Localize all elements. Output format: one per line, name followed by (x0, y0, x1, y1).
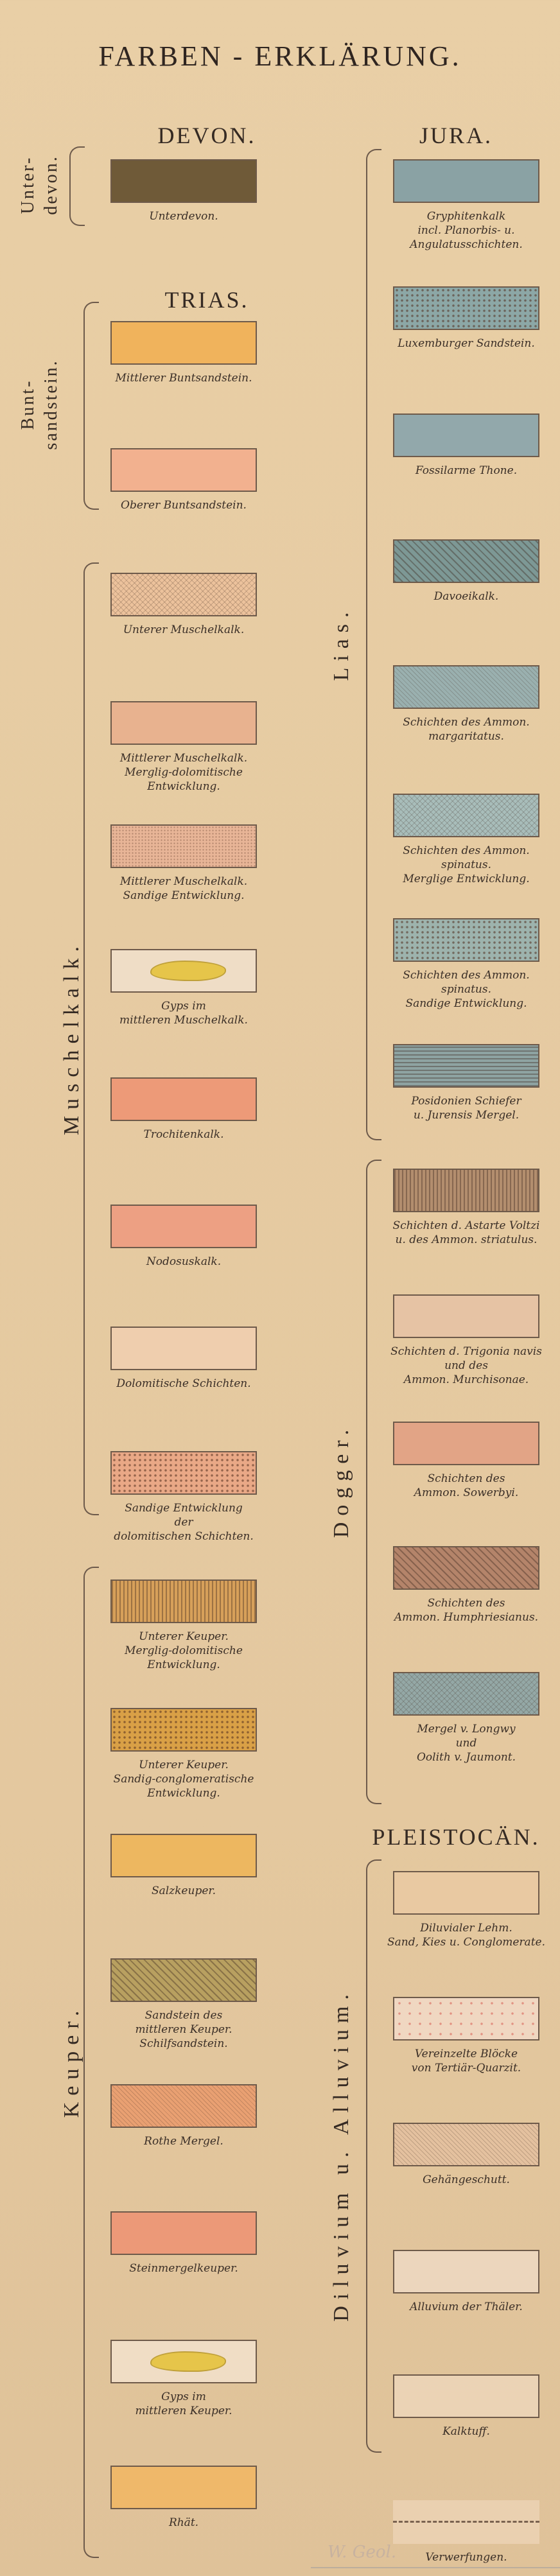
label-muschelkalk-6: Dolomitische Schichten. (116, 1377, 251, 1390)
label-muschelkalk-7: Sandige Entwicklung der dolomitischen Schichten. (114, 1502, 254, 1543)
label-keuper-4: Rothe Mergel. (144, 2135, 223, 2148)
swatch-lias-7 (393, 1044, 539, 1088)
group-label-buntsandstein-line: sandstein. (41, 359, 61, 450)
swatch-keuper-7 (110, 2466, 257, 2509)
group-label-unterdevon (17, 155, 63, 214)
label-lias-5: Schichten des Ammon. spinatus. Merglige Entwicklung. (403, 844, 530, 885)
label-lias-0: Gryphitenkalk incl. Planorbis- u. Angulatusschichten. (410, 210, 523, 251)
bottom-rule (311, 2567, 560, 2568)
legend-title: FARBEN - ERKLÄRUNG. (98, 40, 462, 72)
brace-keuper (83, 1567, 99, 2558)
swatch-pleistocaen-1 (393, 1997, 539, 2041)
swatch-keuper-5 (110, 2211, 257, 2255)
label-muschelkalk-2: Mittlerer Muschelkalk. Sandige Entwicklung. (119, 875, 248, 902)
group-label-dogger-line: Dogger. (329, 1423, 353, 1538)
label-pleistocaen-5: Verwerfungen. (425, 2551, 507, 2564)
label-pleistocaen-0: Diluvialer Lehm. Sand, Kies u. Conglomerate. (387, 1922, 545, 1949)
swatch-keuper-2 (110, 1834, 257, 1877)
swatch-pleistocaen-0 (393, 1871, 539, 1915)
group-label-buntsandstein-line: Bunt- (18, 379, 38, 430)
group-label-buntsandstein (17, 359, 63, 449)
group-label-muschelkalk-line: Muschelkalk. (60, 939, 83, 1136)
swatch-muschelkalk-7 (110, 1451, 257, 1495)
label-devon-0: Unterdevon. (149, 210, 218, 223)
group-label-keuper-line: Keuper. (60, 2004, 83, 2118)
swatch-dogger-1 (393, 1294, 539, 1338)
swatch-pleistocaen-2 (393, 2123, 539, 2166)
label-pleistocaen-2: Gehängeschutt. (423, 2173, 510, 2186)
group-label-diluvium-alluvium (330, 1988, 353, 2322)
brace-diluvium-alluvium (366, 1859, 381, 2453)
label-lias-7: Posidonien Schiefer u. Jurensis Mergel. (411, 1095, 521, 1122)
fault-line-icon (393, 2521, 539, 2523)
group-label-unterdevon-line: Unter- (18, 155, 38, 214)
group-label-lias-line: Lias. (329, 605, 353, 681)
swatch-muschelkalk-0 (110, 573, 257, 616)
section-header-devon: DEVON. (157, 123, 256, 148)
label-keuper-0: Unterer Keuper. Merglig-dolomitische Entwicklung. (125, 1630, 243, 1671)
section-header-jura: JURA. (419, 123, 493, 148)
swatch-keuper-3 (110, 1958, 257, 2002)
label-keuper-7: Rhät. (168, 2516, 199, 2529)
label-pleistocaen-4: Kalktuff. (442, 2425, 490, 2438)
swatch-keuper-6 (110, 2340, 257, 2383)
swatch-pleistocaen-3 (393, 2250, 539, 2293)
brace-dogger (366, 1160, 381, 1804)
section-header-pleistocaen: PLEISTOCÄN. (372, 1824, 540, 1850)
brace-muschelkalk (83, 562, 99, 1515)
swatch-lias-5 (393, 794, 539, 837)
label-lias-6: Schichten des Ammon. spinatus. Sandige Entwicklung. (403, 969, 530, 1010)
label-muschelkalk-3: Gyps im mittleren Muschelkalk. (119, 1000, 248, 1027)
label-lias-3: Davoeikalk. (433, 590, 499, 603)
label-dogger-2: Schichten des Ammon. Sowerbyi. (414, 1472, 519, 1499)
label-lias-2: Fossilarme Thone. (415, 464, 518, 477)
swatch-lias-0 (393, 159, 539, 203)
label-dogger-3: Schichten des Ammon. Humphriesianus. (394, 1597, 539, 1624)
label-keuper-2: Salzkeuper. (151, 1884, 216, 1897)
group-label-dogger (330, 1423, 353, 1538)
group-label-keuper (60, 2005, 83, 2118)
label-muschelkalk-1: Mittlerer Muschelkalk. Merglig-dolomitische Entwicklung. (119, 752, 248, 793)
swatch-muschelkalk-1 (110, 701, 257, 745)
group-label-diluvium-alluvium-line: Diluvium u. Alluvium. (329, 1988, 353, 2322)
swatch-muschelkalk-5 (110, 1205, 257, 1248)
swatch-devon-0 (110, 159, 257, 203)
label-buntsandstein-1: Oberer Buntsandstein. (121, 499, 247, 512)
label-keuper-6: Gyps im mittleren Keuper. (135, 2390, 232, 2417)
swatch-dogger-4 (393, 1672, 539, 1716)
swatch-muschelkalk-6 (110, 1327, 257, 1370)
label-dogger-1: Schichten d. Trigonia navis und des Ammon. Murchisonae. (390, 1345, 542, 1386)
swatch-dogger-0 (393, 1169, 539, 1212)
label-dogger-4: Mergel v. Longwy und Oolith v. Jaumont. (416, 1723, 516, 1764)
swatch-lias-2 (393, 413, 539, 457)
label-keuper-5: Steinmergelkeuper. (129, 2262, 238, 2275)
swatch-keuper-1 (110, 1708, 257, 1752)
library-stamp: W. Geol. (328, 2543, 397, 2562)
section-header-trias: TRIAS. (164, 287, 249, 313)
swatch-lias-4 (393, 665, 539, 709)
gypsum-blob-icon (150, 2351, 226, 2372)
brace-unterdevon (69, 146, 85, 226)
group-label-muschelkalk (60, 940, 83, 1135)
label-muschelkalk-5: Nodosuskalk. (146, 1255, 222, 1268)
label-keuper-1: Unterer Keuper. Sandig-conglomeratische Entwicklung. (113, 1759, 254, 1800)
swatch-pleistocaen-5 (393, 2500, 539, 2544)
label-dogger-0: Schichten d. Astarte Voltzi u. des Ammon. striatulus. (392, 1219, 540, 1246)
group-label-lias (330, 605, 353, 681)
label-buntsandstein-0: Mittlerer Buntsandstein. (115, 372, 252, 385)
label-lias-4: Schichten des Ammon. margaritatus. (403, 716, 530, 743)
group-label-unterdevon-line: devon. (41, 155, 61, 215)
brace-lias (366, 149, 381, 1140)
swatch-dogger-3 (393, 1546, 539, 1590)
label-pleistocaen-3: Alluvium der Thäler. (410, 2301, 523, 2313)
swatch-muschelkalk-2 (110, 824, 257, 868)
swatch-lias-6 (393, 918, 539, 962)
swatch-buntsandstein-0 (110, 321, 257, 365)
swatch-dogger-2 (393, 1422, 539, 1465)
swatch-keuper-0 (110, 1580, 257, 1623)
swatch-lias-3 (393, 539, 539, 583)
label-muschelkalk-4: Trochitenkalk. (143, 1128, 224, 1141)
label-lias-1: Luxemburger Sandstein. (398, 337, 535, 350)
swatch-keuper-4 (110, 2084, 257, 2128)
brace-buntsandstein (83, 302, 99, 510)
swatch-lias-1 (393, 286, 539, 330)
label-muschelkalk-0: Unterer Muschelkalk. (123, 623, 245, 636)
swatch-muschelkalk-4 (110, 1077, 257, 1121)
swatch-muschelkalk-3 (110, 949, 257, 993)
swatch-buntsandstein-1 (110, 448, 257, 492)
label-pleistocaen-1: Vereinzelte Blöcke von Tertiär-Quarzit. (411, 2048, 521, 2075)
label-keuper-3: Sandstein des mittleren Keuper. Schilfsandstein. (135, 2009, 232, 2050)
gypsum-blob-icon (150, 961, 226, 981)
swatch-pleistocaen-4 (393, 2374, 539, 2418)
